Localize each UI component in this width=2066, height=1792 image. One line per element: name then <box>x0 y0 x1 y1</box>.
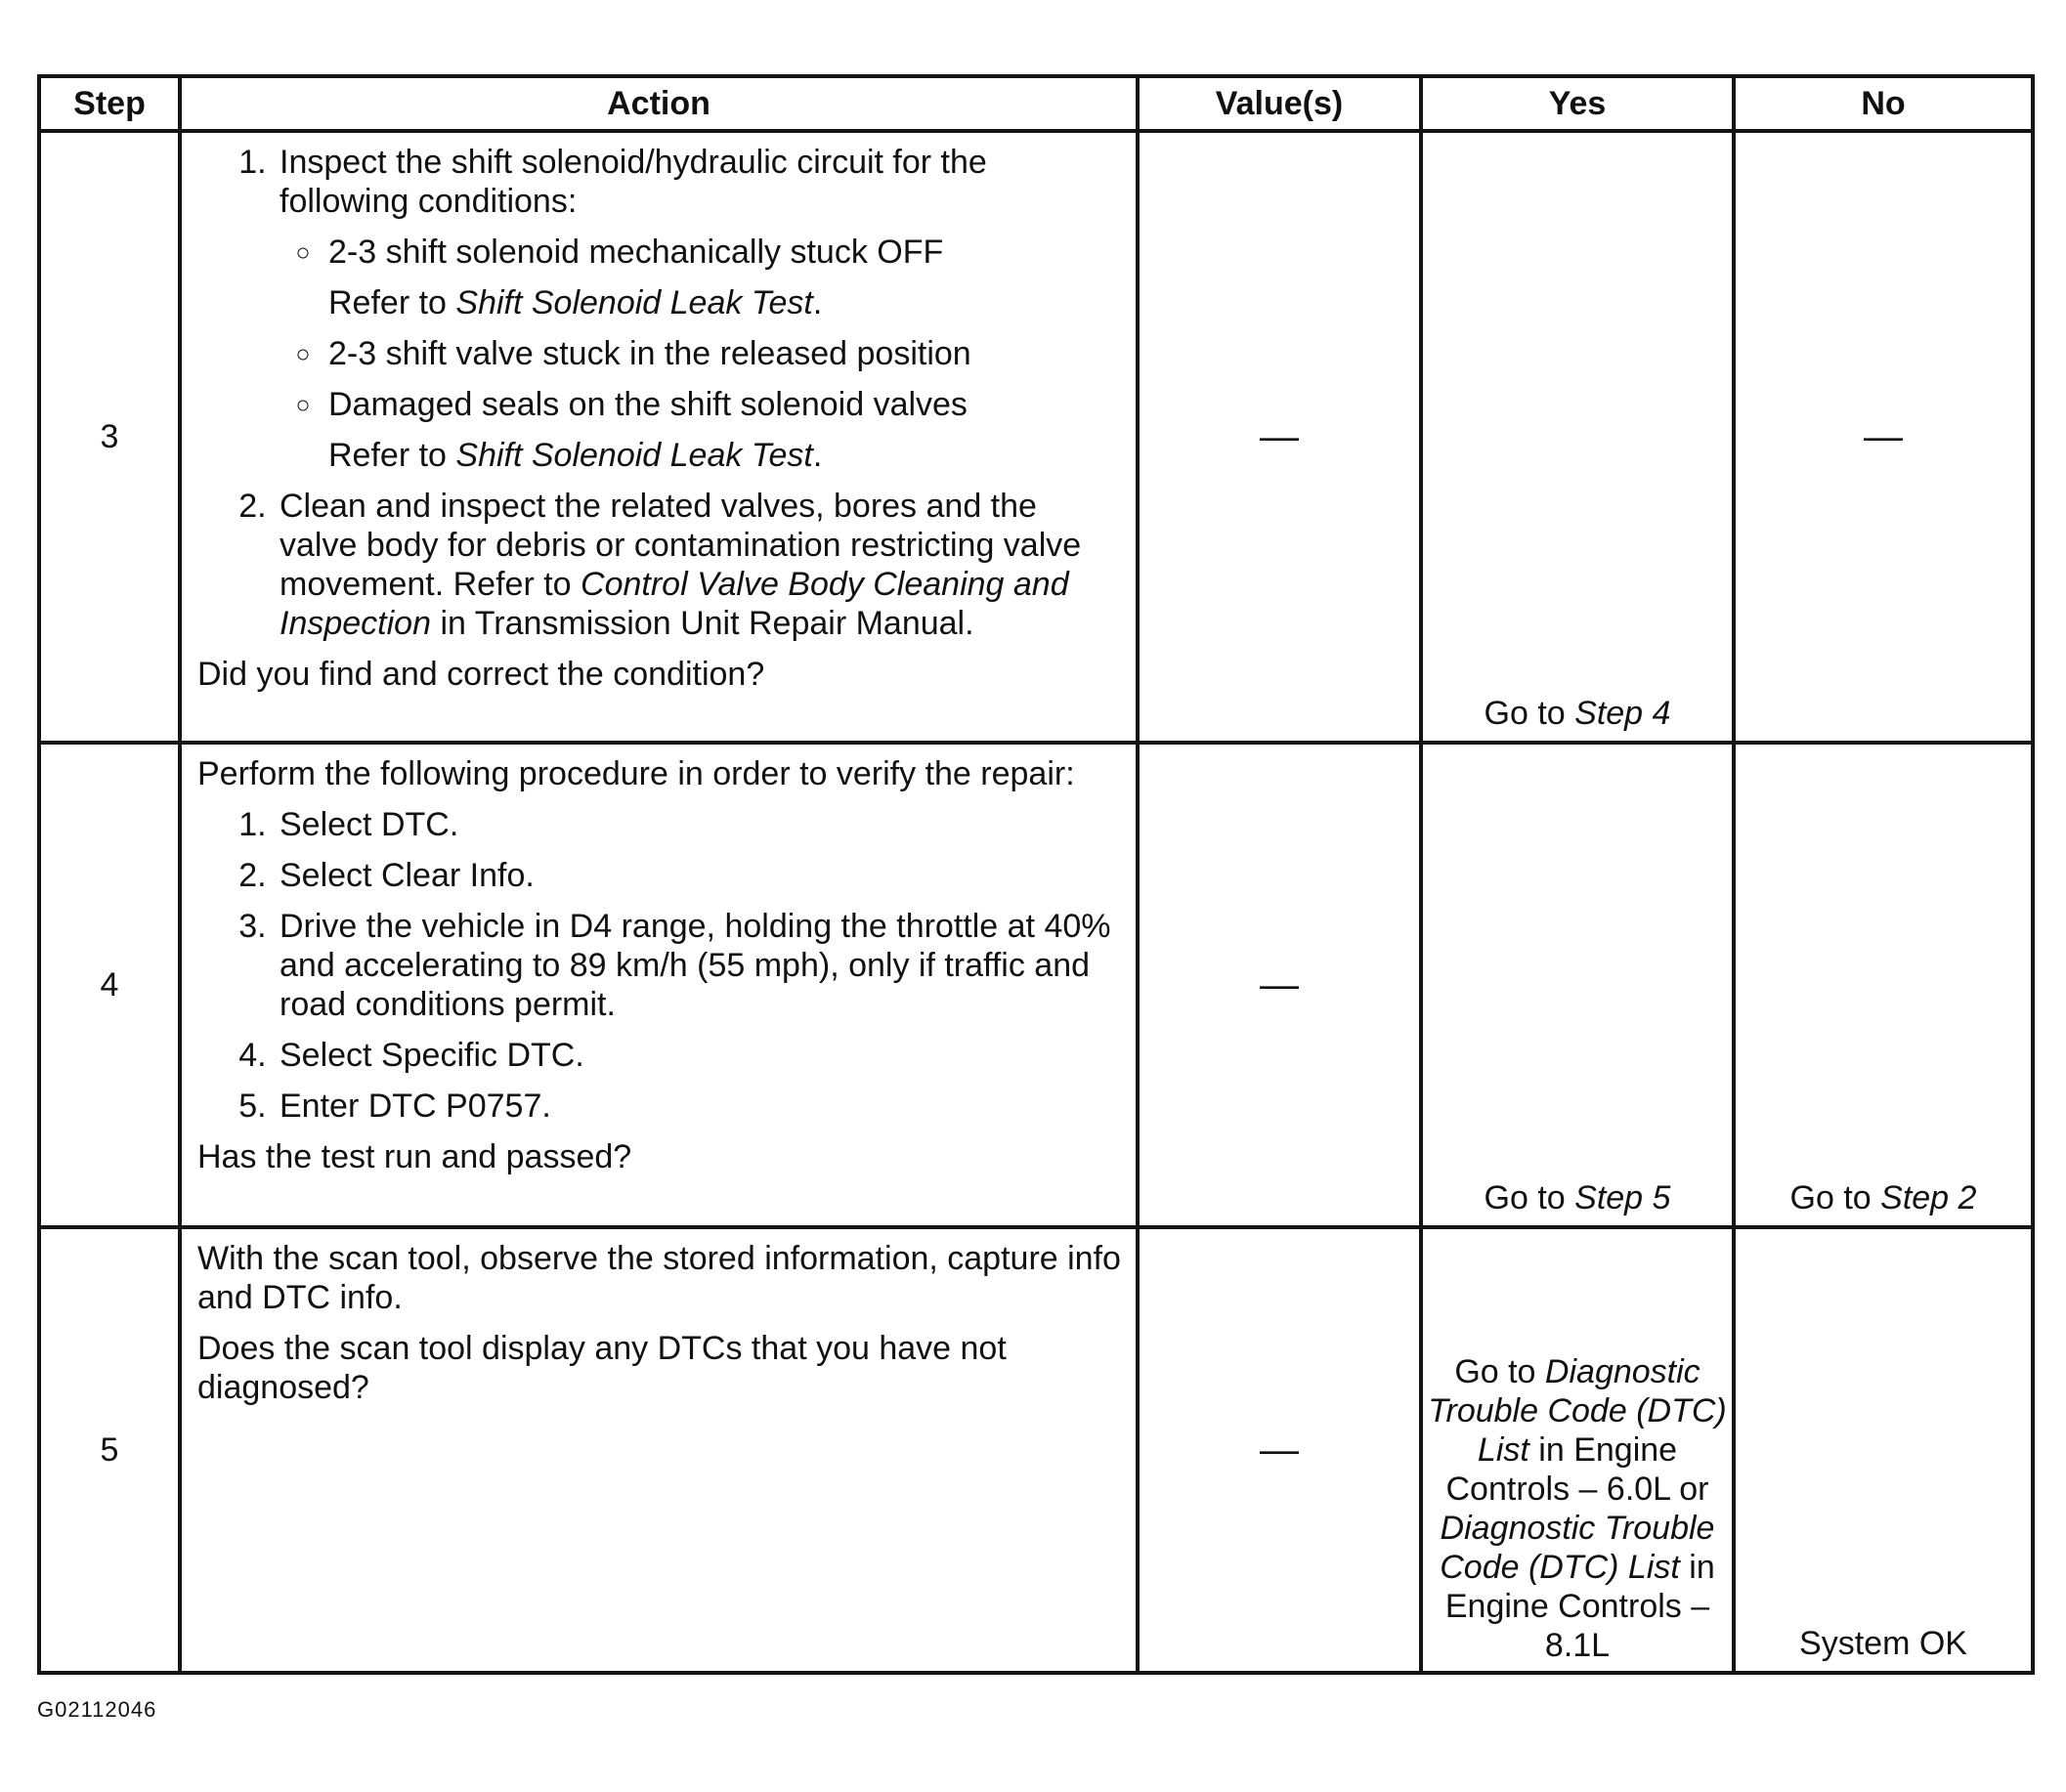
condition-item <box>324 334 1122 373</box>
value-cell: — <box>1138 1227 1421 1673</box>
go-to-step-4-link[interactable]: Step 4 <box>1574 695 1671 732</box>
no-cell: System OK <box>1734 1227 2033 1673</box>
refer-line <box>328 436 1122 475</box>
header-yes: Yes <box>1421 76 1734 131</box>
refer-suffix: . <box>812 284 823 321</box>
control-valve-body-cleaning-link[interactable]: Control Valve Body Cleaning and Inspection <box>280 566 1069 642</box>
yes-text: in Engine Controls – 8.1L <box>1444 1549 1715 1664</box>
action-question: Did you find and correct the condition? <box>197 656 765 693</box>
condition-item <box>324 233 1122 322</box>
dtc-list-8-1l-link[interactable]: Diagnostic Trouble Code (DTC) List <box>1440 1510 1715 1586</box>
table-row-step-4 <box>39 743 2033 1227</box>
dtc-list-6-0l-link[interactable]: Diagnostic Trouble Code (DTC) List <box>1428 1353 1727 1469</box>
action-step-2-suffix: in Transmission Unit Repair Manual. <box>431 605 974 642</box>
action-intro: Perform the following procedure in order to verify the repair: <box>197 755 1075 792</box>
go-to-step-5-link[interactable]: Step 5 <box>1574 1179 1671 1216</box>
refer-prefix: Refer to <box>328 437 456 474</box>
yes-text: in Engine Controls – 6.0L or <box>1445 1431 1709 1508</box>
figure-id: G02112046 <box>37 1697 157 1722</box>
action-cell <box>180 1227 1138 1673</box>
yes-prefix: Go to <box>1484 695 1575 732</box>
procedure-step: 5. Enter DTC P0757. <box>276 1087 1122 1126</box>
yes-cell <box>1421 1227 1734 1673</box>
refer-line <box>328 283 1122 322</box>
condition-text: Damaged seals on the shift solenoid valves <box>328 386 968 423</box>
no-cell: — <box>1734 131 2033 743</box>
diagnostic-table <box>37 74 2035 1675</box>
conditions-list <box>280 233 1122 475</box>
value-cell: — <box>1138 131 1421 743</box>
condition-text: 2-3 shift valve stuck in the released position <box>328 335 971 372</box>
action-question: Has the test run and passed? <box>197 1138 632 1175</box>
procedure-step: 4. Select Specific DTC. <box>276 1036 1122 1075</box>
action-question: Does the scan tool display any DTCs that you have not diagnosed? <box>197 1330 1007 1406</box>
step-number: 4 <box>39 743 180 1227</box>
action-step-2 <box>276 487 1122 643</box>
header-action: Action <box>180 76 1138 131</box>
table-row-step-3 <box>39 131 2033 743</box>
header-no: No <box>1734 76 2033 131</box>
action-steps-list <box>197 143 1122 643</box>
shift-solenoid-leak-test-link[interactable]: Shift Solenoid Leak Test <box>455 284 813 321</box>
table-row-step-5 <box>39 1227 2033 1673</box>
yes-cell <box>1421 743 1734 1227</box>
no-cell <box>1734 743 2033 1227</box>
step-number: 5 <box>39 1227 180 1673</box>
diagnostic-table-container <box>37 74 2031 1675</box>
yes-text: Go to <box>1454 1353 1545 1390</box>
value-cell: — <box>1138 743 1421 1227</box>
action-cell <box>180 131 1138 743</box>
refer-suffix: . <box>812 437 823 474</box>
procedure-step: 1. Select DTC. <box>276 805 1122 844</box>
procedure-step: 3. Drive the vehicle in D4 range, holding the throttle at 40% and accelerating to 89 km/h (55 mph), only if traffic and road conditions permit. <box>276 907 1122 1024</box>
header-step: Step <box>39 76 180 131</box>
action-step-1 <box>276 143 1122 475</box>
go-to-step-2-link[interactable]: Step 2 <box>1880 1179 1977 1216</box>
procedure-step: 2. Select Clear Info. <box>276 856 1122 895</box>
table-header-row <box>39 76 2033 131</box>
yes-cell <box>1421 131 1734 743</box>
condition-text: 2-3 shift solenoid mechanically stuck OFF <box>328 234 944 271</box>
action-intro: With the scan tool, observe the stored information, capture info and DTC info. <box>197 1240 1121 1316</box>
action-step-2-text: Clean and inspect the related valves, bores and the valve body for debris or contamination restricting valve movement. Refer to <box>280 488 1082 603</box>
step-number: 3 <box>39 131 180 743</box>
action-step-1-text: Inspect the shift solenoid/hydraulic circuit for the following conditions: <box>280 144 987 220</box>
procedure-list <box>197 805 1122 1126</box>
action-cell <box>180 743 1138 1227</box>
header-values: Value(s) <box>1138 76 1421 131</box>
yes-prefix: Go to <box>1484 1179 1575 1216</box>
no-prefix: Go to <box>1789 1179 1881 1216</box>
refer-prefix: Refer to <box>328 284 456 321</box>
shift-solenoid-leak-test-link[interactable]: Shift Solenoid Leak Test <box>455 437 813 474</box>
condition-item <box>324 385 1122 475</box>
